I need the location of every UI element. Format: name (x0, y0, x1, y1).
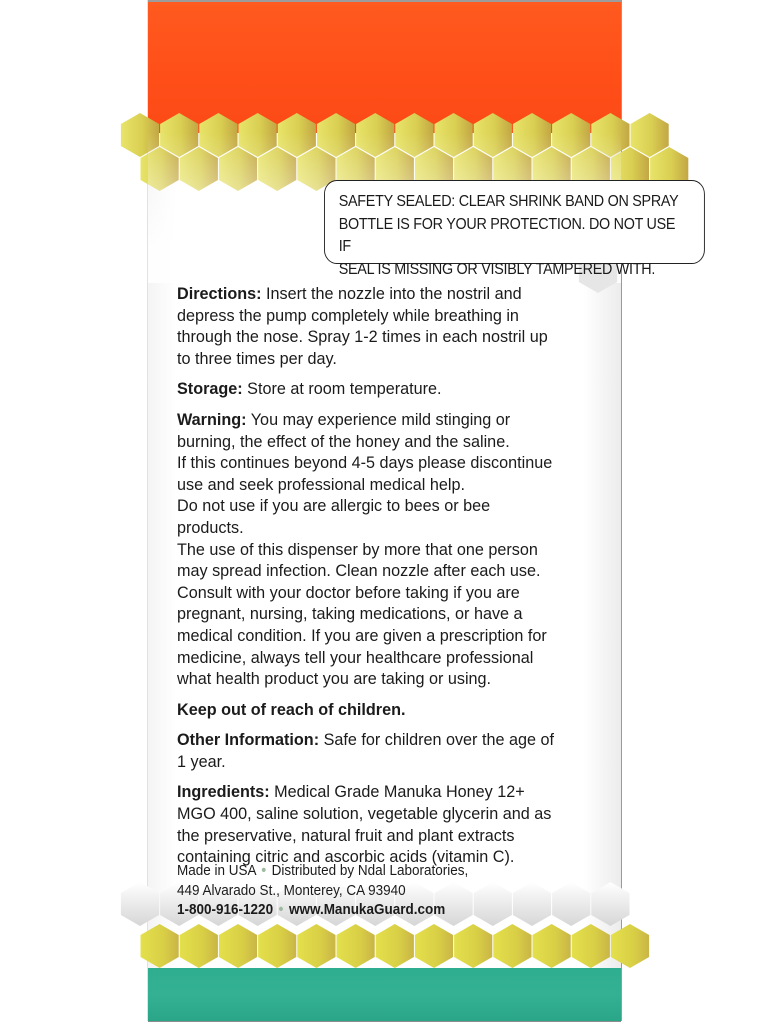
ingredients-section (177, 782, 617, 868)
manufacturer-info (177, 861, 573, 920)
phone-number: 1-800-916-1220 (177, 901, 274, 919)
honeycomb-cell (572, 924, 610, 968)
honeycomb-cell (376, 924, 414, 968)
ingredients-text: MGO 400, saline solution, vegetable glycerin and as (177, 805, 552, 824)
keep-out-of-reach: Keep out of reach of children. (177, 700, 406, 719)
other-information-text: Safe for children over the age of (319, 731, 554, 750)
directions-text: to three times per day. (177, 349, 337, 368)
address-text: 449 Alvarado St., Monterey, CA 93940 (177, 881, 406, 899)
honeycomb-cell (219, 924, 257, 968)
safety-seal-line: BOTTLE IS FOR YOUR PROTECTION. DO NOT USE IF (338, 215, 676, 255)
bullet-separator: • (261, 862, 267, 879)
warning-text: You may experience mild stinging or (246, 410, 511, 429)
honeycomb-cell (533, 924, 571, 968)
other-information-text: 1 year. (177, 752, 226, 771)
other-information-section (177, 730, 617, 773)
warning-text: Do not use if you are allergic to bees or bee (177, 497, 491, 516)
honeycomb-cell (141, 924, 179, 968)
teal-bottom-band (148, 968, 621, 1022)
honeycomb-cell (297, 924, 335, 968)
ingredients-text: Medical Grade Manuka Honey 12+ (269, 783, 525, 802)
label-text (177, 284, 617, 878)
warning-text: The use of this dispenser by more that one person (177, 540, 538, 559)
warning-text: Consult with your doctor before taking if you are (177, 583, 520, 602)
warning-text: burning, the effect of the honey and the saline. (177, 432, 510, 451)
honeycomb-cell (337, 924, 375, 968)
ingredients-text: the preservative, natural fruit and plant extracts (177, 826, 515, 845)
honeycomb-cell (631, 113, 669, 157)
directions-section (177, 284, 617, 370)
honeycomb-cell (454, 924, 492, 968)
storage-section (177, 379, 617, 401)
safety-sealed-notice (324, 180, 705, 278)
directions-text: depress the pump completely while breathing in (177, 306, 519, 325)
warning-text: If this continues beyond 4-5 days please discontinue (177, 454, 553, 473)
honeycomb-cell (493, 924, 531, 968)
safety-seal-line: SAFETY SEALED: CLEAR SHRINK BAND ON SPRAY (338, 193, 679, 210)
honeycomb-cell (591, 882, 629, 926)
storage-text: Store at room temperature. (242, 380, 442, 399)
warning-text: products. (177, 518, 244, 537)
directions-text: through the nose. Spray 1-2 times in each nostril up (177, 328, 548, 347)
warning-section (177, 410, 617, 691)
ingredients-label: Ingredients: (177, 783, 270, 802)
warning-text: what health product you are taking or using. (177, 670, 492, 689)
safety-seal-line: SEAL IS MISSING OR VISIBLY TAMPERED WITH. (338, 260, 656, 278)
keep-out-section (177, 700, 617, 722)
directions-label: Directions: (177, 285, 262, 303)
bullet-separator: • (278, 901, 284, 919)
warning-text: medicine, always tell your healthcare professional (177, 648, 534, 667)
honeycomb-cell (415, 924, 453, 968)
warning-text: use and seek professional medical help. (177, 475, 465, 494)
warning-label: Warning: (177, 410, 247, 429)
warning-text: may spread infection. Clean nozzle after each use. (177, 562, 541, 581)
honeycomb-cell (258, 924, 296, 968)
warning-text: medical condition. If you are given a prescription for (177, 626, 547, 645)
distributor-text: Distributed by Ndal Laboratories, (271, 862, 469, 879)
honeycomb-cell (121, 882, 159, 926)
warning-text: pregnant, nursing, taking medications, or have a (177, 605, 523, 624)
other-information-label: Other Information: (177, 731, 320, 750)
directions-text: Insert the nozzle into the nostril and (261, 285, 522, 303)
honeycomb-cell (180, 924, 218, 968)
storage-label: Storage: (177, 380, 243, 399)
orange-top-band (148, 0, 621, 133)
made-in-text: Made in USA (177, 862, 256, 879)
website-link: www.ManukaGuard.com (288, 901, 446, 919)
ingredients-text: containing citric and ascorbic acids (vitamin C). (177, 848, 515, 867)
honeycomb-cell (611, 924, 649, 968)
